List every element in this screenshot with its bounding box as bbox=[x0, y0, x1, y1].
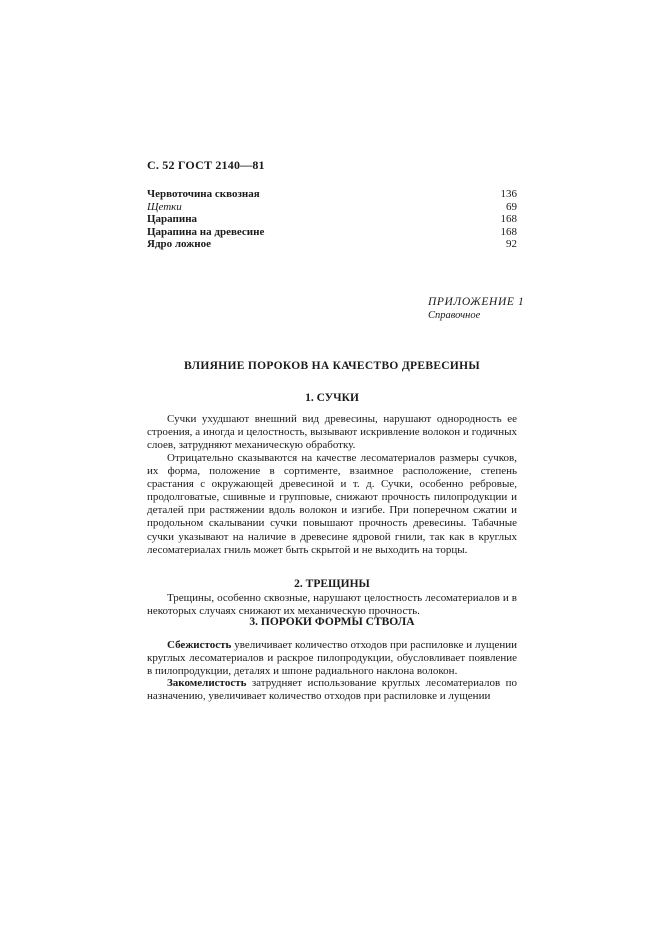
paragraph bbox=[147, 677, 517, 703]
paragraph: Отрицательно сказываются на качестве лесоматериалов размеры сучков, их форма, положение в сортименте, взаимное расположение, степень срастания с окружающей древесиной и т. д. Сучки, особенно ребровые, продолговатые, сшивные и групповые, снижают прочность пилопродукции и деталей при растяжении вдоль волокон и изгибе. При поперечном сжатии и продольном скалывании сучки повышают прочность древесины. Табачные сучки указывают на наличие в древесине ядровой гнили, так как в круглых лесоматериалах гниль может быть скрытой и не выходить на торцы. bbox=[147, 452, 517, 556]
index-term: Царапина bbox=[147, 213, 198, 225]
appendix-label bbox=[428, 296, 524, 322]
section-heading: 1. СУЧКИ bbox=[305, 392, 359, 404]
index-page: 168 bbox=[500, 213, 517, 225]
index-term: Царапина на древесине bbox=[147, 225, 265, 238]
index-page: 168 bbox=[500, 225, 517, 238]
index-page: 92 bbox=[506, 238, 517, 250]
index-term: Ядро ложное bbox=[147, 238, 211, 250]
index-row bbox=[147, 201, 517, 214]
index-row bbox=[147, 213, 517, 226]
section-heading: 2. ТРЕЩИНЫ bbox=[294, 578, 370, 590]
paragraph-text: затрудняет использование круглых лесоматериалов по назначению, увеличивает количество отходов при распиловке и лущении bbox=[147, 677, 517, 703]
appendix-title: ПРИЛОЖЕНИЕ 1 bbox=[428, 296, 525, 308]
section-heading: 3. ПОРОКИ ФОРМЫ СТВОЛА bbox=[249, 616, 415, 628]
index-list bbox=[147, 188, 517, 251]
index-page: 69 bbox=[506, 200, 517, 213]
page-header: С. 52 ГОСТ 2140—81 bbox=[147, 158, 265, 172]
paragraph: Сучки ухудшают внешний вид древесины, нарушают однородность ее строения, а иногда и целостность, вызывают искривление волокон и годичных слоев, затрудняют механическую обработку. bbox=[147, 413, 517, 452]
index-row bbox=[147, 188, 517, 201]
paragraph bbox=[147, 639, 517, 678]
index-page: 136 bbox=[500, 188, 517, 200]
paragraph: Трещины, особенно сквозные, нарушают целостность лесоматериалов и в некоторых случаях снижают их механическую прочность. bbox=[147, 592, 517, 618]
paragraph-text: увеличивает количество отходов при распиловке и лущении круглых лесоматериалов и раскрое пилопродукции, обусловливает появление в пилопродукции, деталях и шпоне радиального наклона волокон. bbox=[147, 639, 517, 678]
index-row bbox=[147, 226, 517, 239]
appendix-subtitle: Справочное bbox=[428, 310, 481, 321]
term-lead: Закомелистость bbox=[167, 677, 247, 689]
index-term: Червоточина сквозная bbox=[147, 188, 260, 200]
index-row bbox=[147, 238, 517, 251]
main-title: ВЛИЯНИЕ ПОРОКОВ НА КАЧЕСТВО ДРЕВЕСИНЫ bbox=[184, 360, 480, 372]
term-lead: Сбежистость bbox=[167, 639, 232, 651]
index-term: Щетки bbox=[147, 200, 182, 213]
